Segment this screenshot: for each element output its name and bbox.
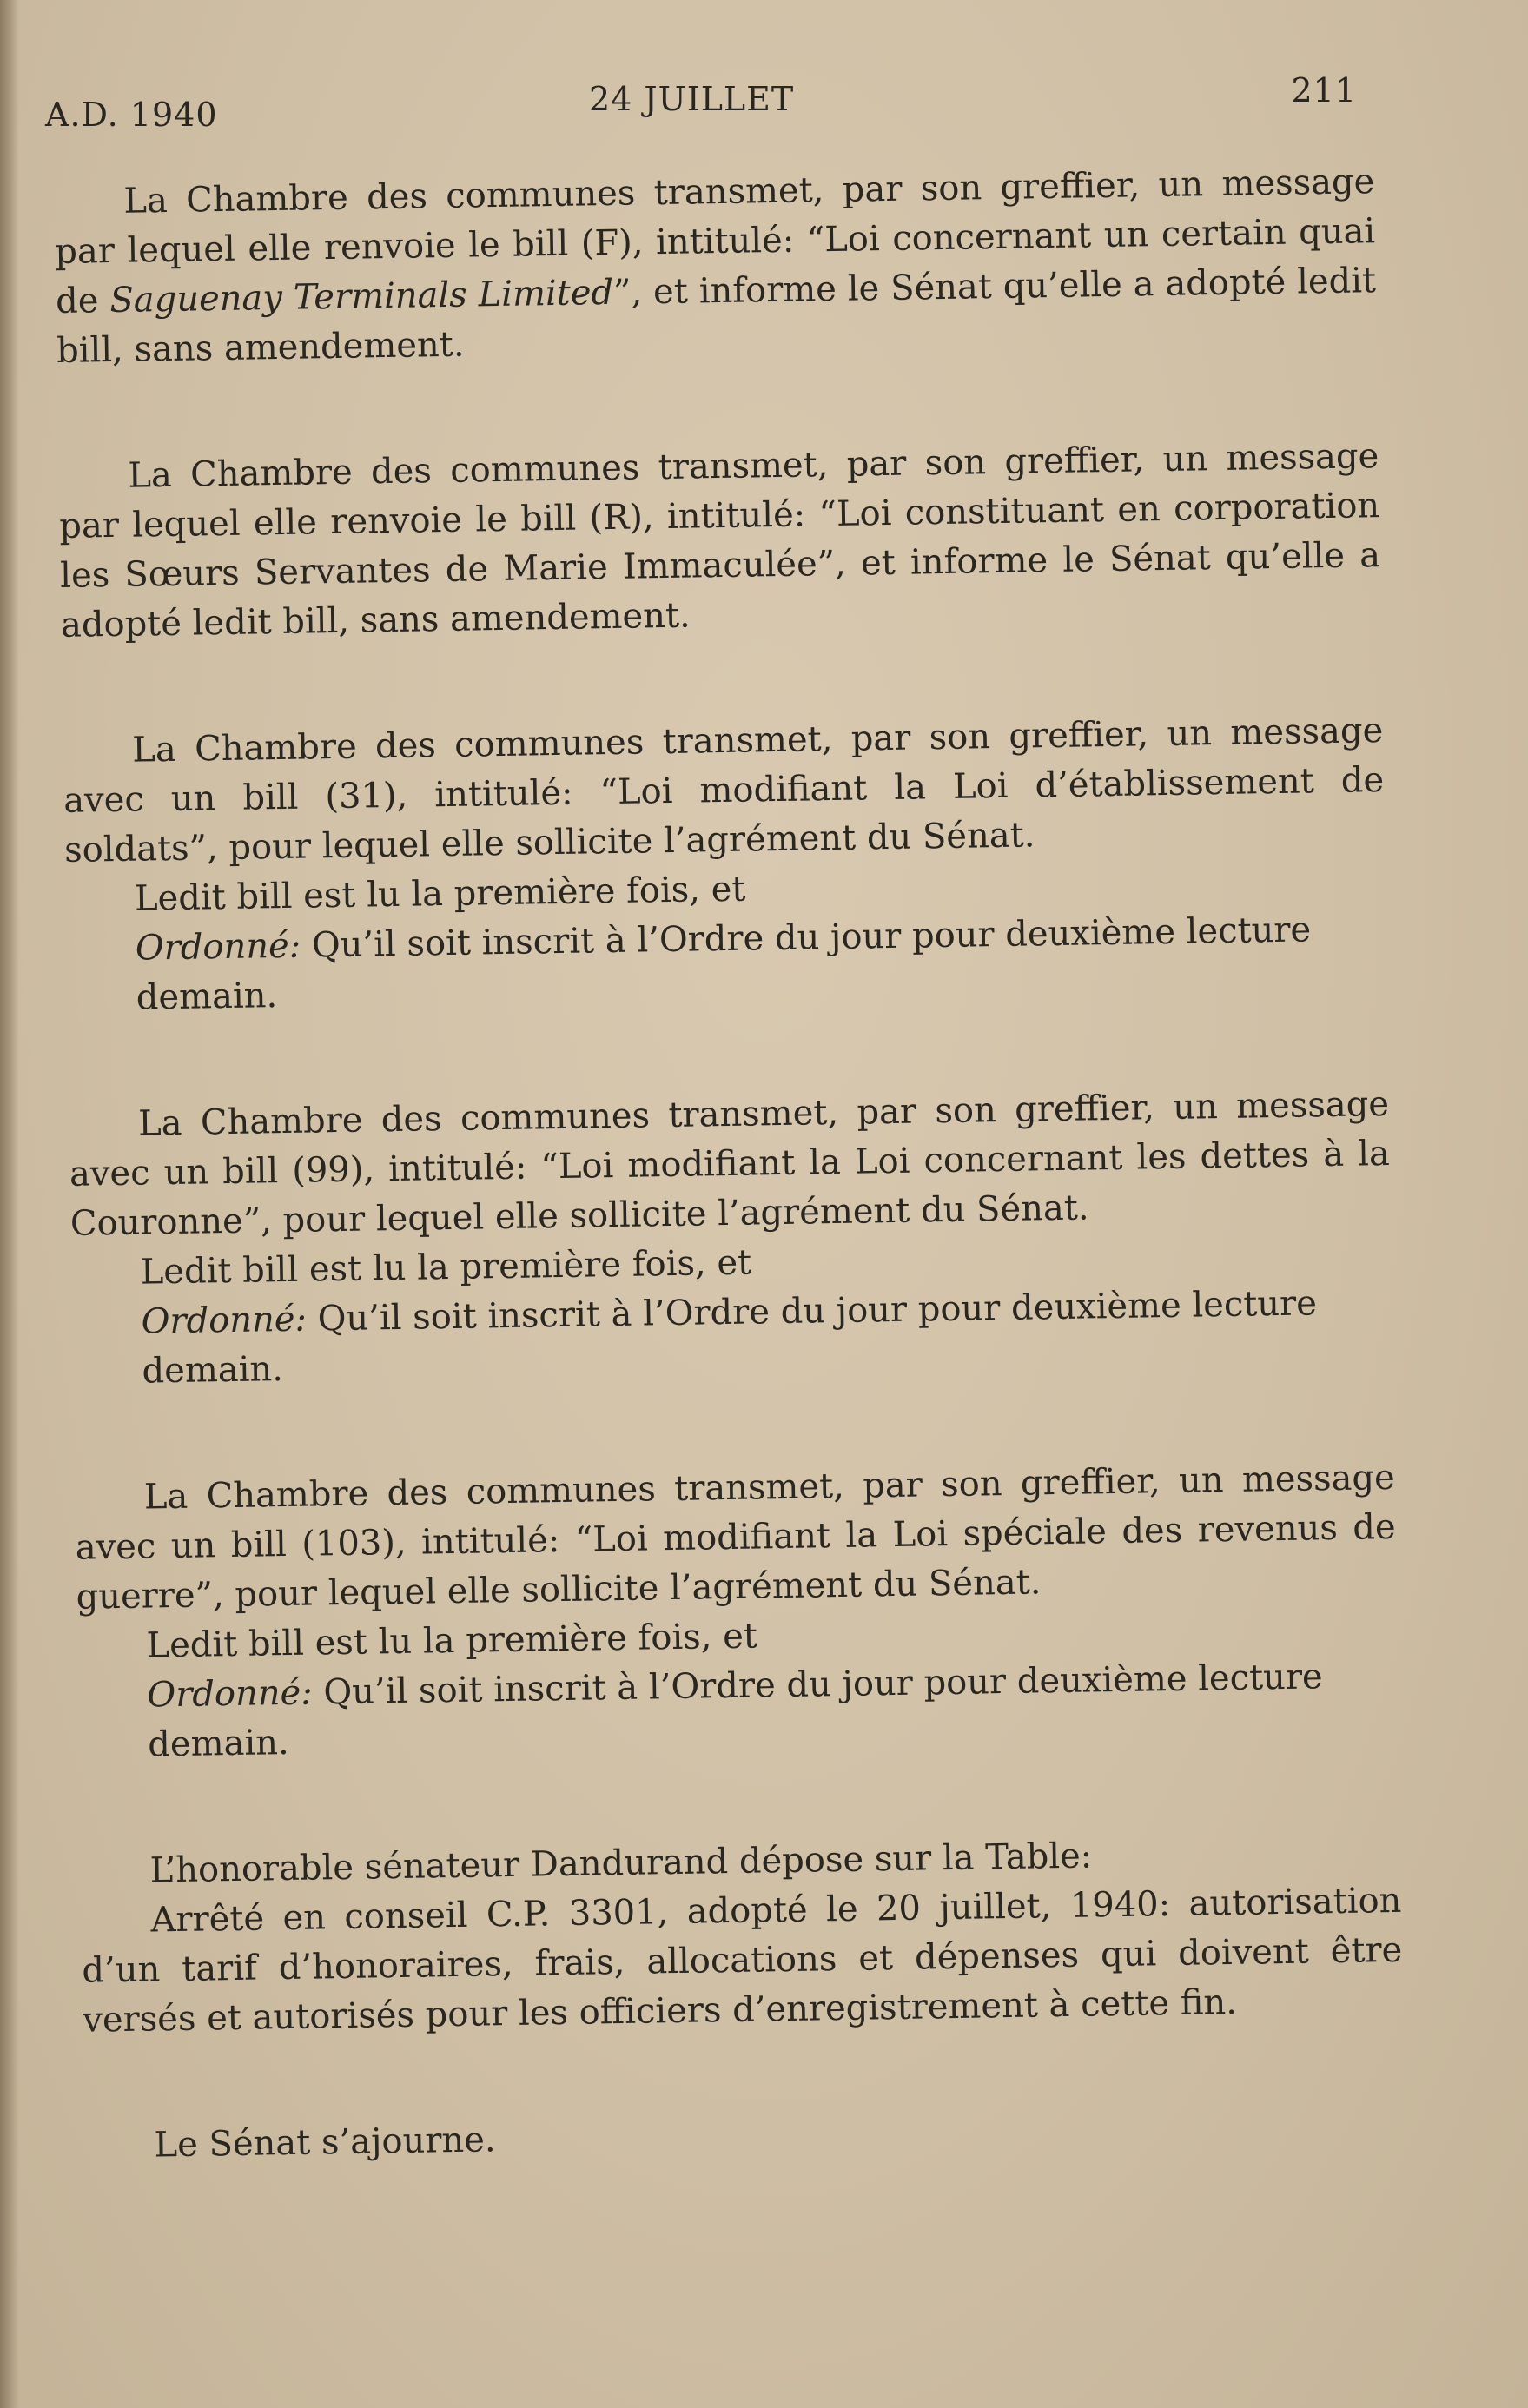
tabling-intro: L’honorable sénateur Dandurand dépose sur la Table: [149,1836,1093,1891]
message-text: La Chambre des communes transmet, par son greffier, un message par lequel elle renvoie le bill (F), intitulé: “Loi concernant un certain quai de [54,162,1376,321]
message-paragraph: La Chambre des communes transmet, par son greffier, un message avec un bill (99), intitulé: “Loi modifiant la Loi concernant les dettes à la Couronne”, pour lequel elle sollicite l’agrément du Sénat. [69,1083,1391,1244]
order-text: Qu’il soit inscrit à l’Ordre du jour pour deuxième lecture demain. [142,1283,1318,1392]
message-block-4 [69,1080,1393,1398]
message-block-5 [74,1453,1399,1771]
page-header [45,71,1357,132]
message-paragraph: La Chambre des communes transmet, par son greffier, un message avec un bill (31), intitulé: “Loi modifiant la Loi d’établissement de soldats”, pour lequel elle sollicite l’agrément du Sénat. [63,711,1385,870]
company-name: Saguenay Terminals Limited [109,272,614,321]
message-paragraph: La Chambre des communes transmet, par son greffier, un message par lequel elle renvoie le bill (R), intitulé: “Loi constituant en corporation les Sœurs Servantes de Marie Immaculée”, et informe le Sénat qu’elle a adopté ledit bill, sans amendement. [58,436,1381,645]
order-text: Qu’il soit inscrit à l’Ordre du jour pour deuxième lecture demain. [147,1657,1324,1765]
message-block-2 [58,432,1381,651]
message-paragraph: La Chambre des communes transmet, par son greffier, un message avec un bill (103), intitulé: “Loi modifiant la Loi spéciale des revenus de guerre”, pour lequel elle sollicite l’agrément du Sénat. [75,1457,1396,1617]
message-block-1 [54,157,1377,376]
message-paragraph [54,157,1377,376]
first-reading-line: Ledit bill est lu la première fois, et [134,869,746,919]
adjournment-line: Le Sénat s’ajourne. [154,2120,496,2166]
order-line [66,904,1388,1024]
tabling-item: Arrêté en conseil C.P. 3301, adopté le 20 juillet, 1940: autorisation d’un tarif d’honoraires, frais, allocations et dépenses qui doivent être versés et autorisés pour les officiers d’enregistrement à cette fin. [82,1880,1403,2041]
order-label: Ordonné: [135,925,301,969]
page-binding-edge [0,0,19,2408]
first-reading-line: Ledit bill est lu la première fois, et [146,1616,758,1666]
first-reading-line: Ledit bill est lu la première fois, et [140,1242,752,1293]
message-block-3 [63,706,1387,1024]
order-line [71,1278,1393,1398]
order-label: Ordonné: [141,1299,308,1342]
page-number: 211 [1291,71,1357,109]
message-text-end: ”, et informe le Sénat qu’elle a adopté ledit bill, sans amendement. [56,261,1377,371]
header-date: 24 JUILLET [589,80,795,118]
tabling-block [80,1827,1403,2046]
order-label: Ordonné: [147,1672,314,1716]
header-year: A.D. 1940 [45,96,218,134]
page-body [54,157,1406,2172]
order-line [77,1651,1399,1771]
order-text: Qu’il soit inscrit à l’Ordre du jour pour deuxième lecture demain. [136,910,1312,1018]
